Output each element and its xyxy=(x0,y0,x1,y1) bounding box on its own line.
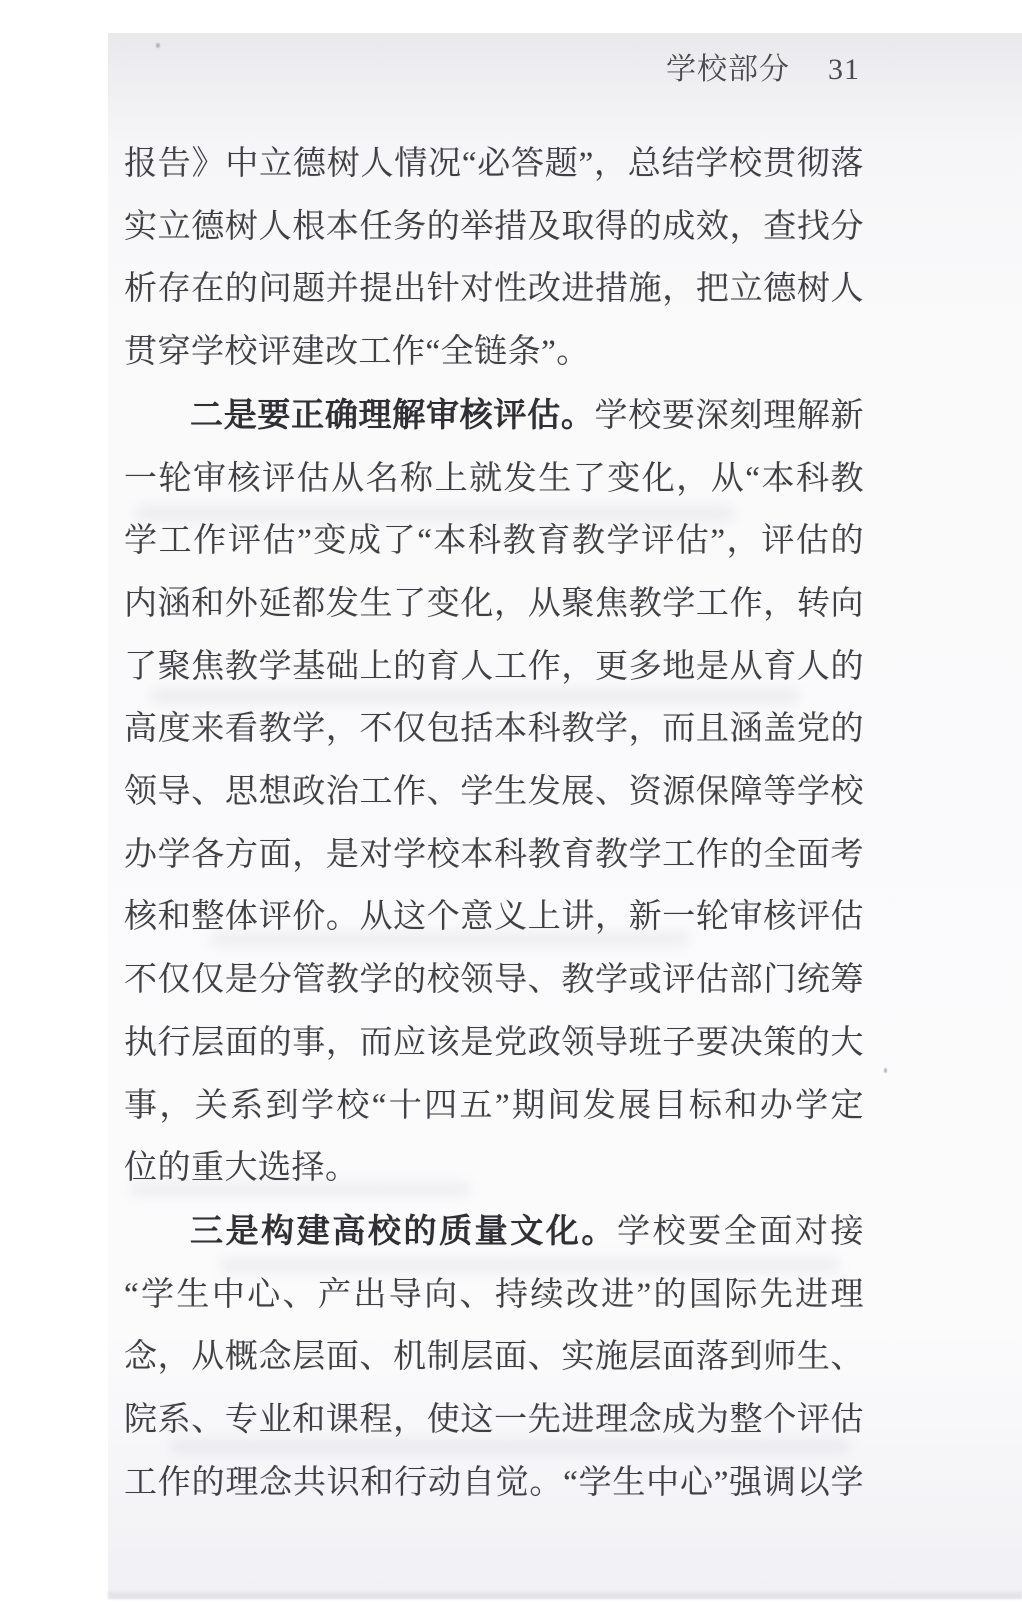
text-line: 实立德树人根本任务的举措及取得的成效，查找分 xyxy=(124,208,864,245)
text-line: 事，关系到学校“十四五”期间发展目标和办学定 xyxy=(124,1087,864,1124)
text-line: 一轮审核评估从名称上就发生了变化，从“本科教 xyxy=(124,460,864,497)
text-line: 了聚焦教学基础上的育人工作，更多地是从育人的 xyxy=(124,648,864,685)
text-line: 执行层面的事，而应该是党政领导班子要决策的大 xyxy=(124,1024,864,1061)
text-line: 核和整体评价。从这个意义上讲，新一轮审核评估 xyxy=(124,899,864,936)
text-line: 领导、思想政治工作、学生发展、资源保障等学校 xyxy=(124,774,864,811)
paragraph-lead-rest: 学校要全面对接 xyxy=(617,1213,865,1250)
page-number: 31 xyxy=(828,53,860,86)
text-line: 位的重大选择。 xyxy=(124,1150,359,1187)
text-line: 报告》中立德树人情况“必答题”，总结学校贯彻落 xyxy=(124,146,864,182)
text-line: 院系、专业和课程，使这一先进理念成为整个评估 xyxy=(124,1402,864,1439)
text-line: 工作的理念共识和行动自觉。“学生中心”强调以学 xyxy=(124,1464,864,1501)
text-line: 贯穿学校评建改工作“全链条”。 xyxy=(124,334,590,371)
page-body xyxy=(124,133,864,1514)
text-line: 学工作评估”变成了“本科教育教学评估”，评估的 xyxy=(124,523,864,560)
paragraph-lead-line xyxy=(124,384,864,448)
text-line: 念，从概念层面、机制层面、实施层面落到师生、 xyxy=(124,1339,864,1376)
scan-edge-bottom xyxy=(108,1592,1022,1599)
paragraph-lead: 三是构建高校的质量文化。 xyxy=(190,1211,617,1249)
text-line: “学生中心、产出导向、持续改进”的国际先进理 xyxy=(124,1276,864,1313)
running-header xyxy=(124,44,860,88)
paragraph-lead-line xyxy=(124,1200,864,1264)
paragraph-lead: 二是要正确理解审核评估。 xyxy=(190,395,595,433)
text-line: 不仅仅是分管教学的校领导、教学或评估部门统筹 xyxy=(124,962,864,999)
text-line: 析存在的问题并提出针对性改进措施，把立德树人 xyxy=(124,271,864,308)
section-title: 学校部分 xyxy=(666,53,790,86)
text-line: 内涵和外延都发生了变化，从聚焦教学工作，转向 xyxy=(124,585,864,622)
text-line: 办学各方面，是对学校本科教育教学工作的全面考 xyxy=(124,836,864,873)
paragraph-lead-rest: 学校要深刻理解新 xyxy=(594,397,865,434)
text-line: 高度来看教学，不仅包括本科教学，而且涵盖党的 xyxy=(124,711,864,748)
